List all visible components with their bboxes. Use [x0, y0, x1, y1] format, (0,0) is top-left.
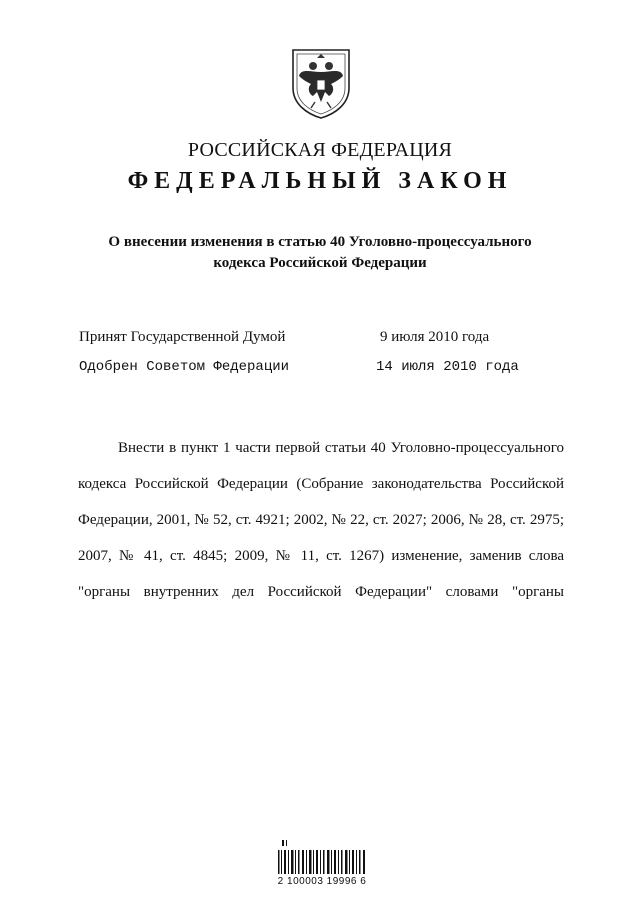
body-line: кодекса Российской Федерации (Собрание законодательства Российской	[78, 476, 564, 492]
subject-line: О внесении изменения в статью 40 Уголовно-процессуального	[108, 234, 532, 250]
law-body	[78, 430, 564, 610]
law-subject	[95, 232, 545, 274]
body-line: 2007, № 41, ст. 4845; 2009, № 11, ст. 1267) изменение, заменив слова	[78, 548, 564, 564]
body-line: Внести в пункт 1 части первой статьи 40 Уголовно-процессуального	[118, 440, 564, 456]
coat-of-arms-icon	[287, 46, 355, 120]
council-approval-date: 14 июля 2010 года	[376, 359, 519, 375]
duma-adoption-label: Принят Государственной Думой	[79, 329, 286, 345]
subject-line: кодекса Российской Федерации	[213, 255, 427, 271]
barcode-number: 2 100003 19996 6	[277, 876, 367, 887]
country-name: РОССИЙСКАЯ ФЕДЕРАЦИЯ	[187, 139, 453, 161]
document-type: ФЕДЕРАЛЬНЫЙ ЗАКОН	[127, 168, 513, 194]
body-line: "органы внутренних дел Российской Федерации" словами "органы	[78, 584, 564, 600]
body-line: Федерации, 2001, № 52, ст. 4921; 2002, № 22, ст. 2027; 2006, № 28, ст. 2975;	[78, 512, 564, 528]
council-approval-label: Одобрен Советом Федерации	[79, 359, 290, 375]
barcode-icon	[272, 838, 372, 878]
duma-adoption-date: 9 июля 2010 года	[380, 329, 490, 345]
